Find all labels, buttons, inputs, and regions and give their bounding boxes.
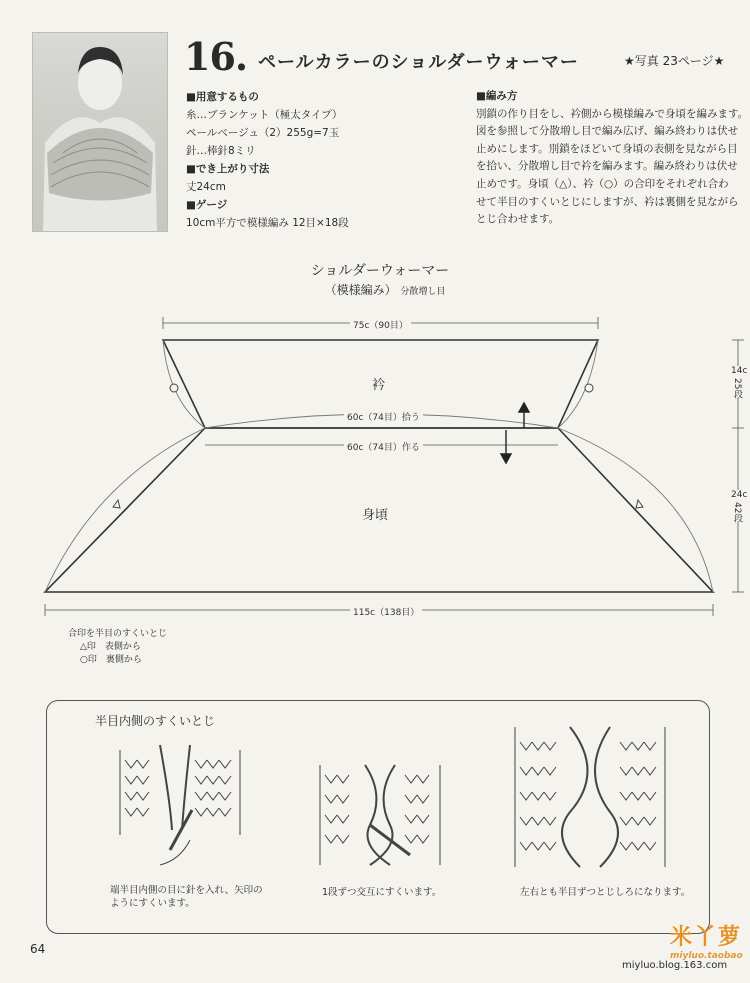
body-label: 身頃 [362, 508, 389, 523]
blog-url: miyluo.blog.163.com [622, 960, 728, 971]
size-heading: ■でき上がり寸法 [186, 163, 270, 175]
instruction-line: 別鎖の作り目をし、衿側から模様編みで身頃を編みます。 [476, 107, 749, 120]
technique-illustration-1 [100, 740, 260, 880]
legend-heading: 合印を半目のすくいとじ [68, 629, 168, 639]
watermark-sub: miyluo.taobao [670, 951, 743, 961]
diagram-subtitle-note: 分散増し目 [400, 287, 446, 297]
page-title: ペールカラーのショルダーウォーマー [258, 52, 579, 73]
body-rows: 42段 [732, 502, 742, 523]
castup-width-label: 60c（74目）作る [344, 440, 423, 453]
instructions-heading: ■編み方 [476, 90, 518, 102]
materials-heading: ■用意するもの [186, 91, 259, 103]
technique-step3-caption: 左右とも半目ずつとじしろになります。 [520, 887, 691, 898]
instruction-line: 図を参照して分散増し目で編み広げ、編み終わりは伏せ [476, 125, 739, 138]
yarn-text: 糸…ブランケット（極太タイプ） [186, 109, 343, 121]
instruction-line: せて半目のすくいとじにしますが、衿は裏側を見ながら [476, 195, 739, 208]
collar-height-label [731, 366, 748, 399]
pickup-width-label: 60c（74目）拾う [344, 410, 423, 423]
needles-text: 針…棒針8ミリ [186, 145, 256, 157]
technique-step1-caption: 端半目内側の目に針を入れ、矢印の ようにすくいます。 [110, 885, 263, 909]
body-height-cm: 24c [731, 490, 748, 500]
gauge-heading: ■ゲージ [186, 199, 228, 211]
legend-triangle: △印 表側から [80, 642, 141, 652]
technique-illustration-3 [510, 722, 670, 877]
instruction-line: を拾い、分散増し目で衿を編みます。編み終わりは伏せ [476, 160, 738, 173]
size-text: 丈24cm [186, 181, 226, 193]
watermark-text: 米丫萝 [670, 925, 743, 950]
diagram-title: ショルダーウォーマー [310, 263, 450, 279]
gauge-text: 10cm平方で模様編み 12目×18段 [186, 217, 349, 229]
legend-circle: ○印 裏側から [80, 655, 142, 665]
diagram-subtitle-main: （模様編み） [324, 283, 397, 297]
bottom-width-label: 115c（138目） [350, 605, 422, 618]
instruction-line: 止めです。身頃（△）、衿（○）の合印をそれぞれ合わ [476, 177, 729, 190]
technique-illustration-2 [310, 755, 450, 880]
circle-mark [170, 384, 178, 392]
instruction-line: とじ合わせます。 [476, 213, 560, 226]
triangle-mark [113, 500, 120, 508]
triangle-mark [636, 500, 643, 508]
collar-height-cm: 14c [731, 366, 748, 376]
body-height-label [731, 490, 748, 523]
color-text: ペールベージュ（2）255g=7玉 [186, 127, 340, 139]
collar-label: 衿 [372, 378, 386, 393]
photo-reference: ★写真 23ページ★ [624, 54, 725, 68]
technique-title: 半目内側のすくいとじ [95, 714, 216, 728]
pattern-number: 16. [184, 34, 248, 79]
instruction-line: 止めにします。別鎖をほどいて身頃の表側を見ながら目 [476, 142, 738, 155]
page-number: 64 [30, 942, 46, 956]
collar-rows: 25段 [732, 378, 742, 399]
technique-step2-caption: 1段ずつ交互にすくいます。 [322, 887, 442, 898]
stitch-grid [125, 760, 231, 816]
top-width-label: 75c（90目） [350, 318, 411, 331]
circle-mark [585, 384, 593, 392]
seam-legend [68, 628, 167, 667]
